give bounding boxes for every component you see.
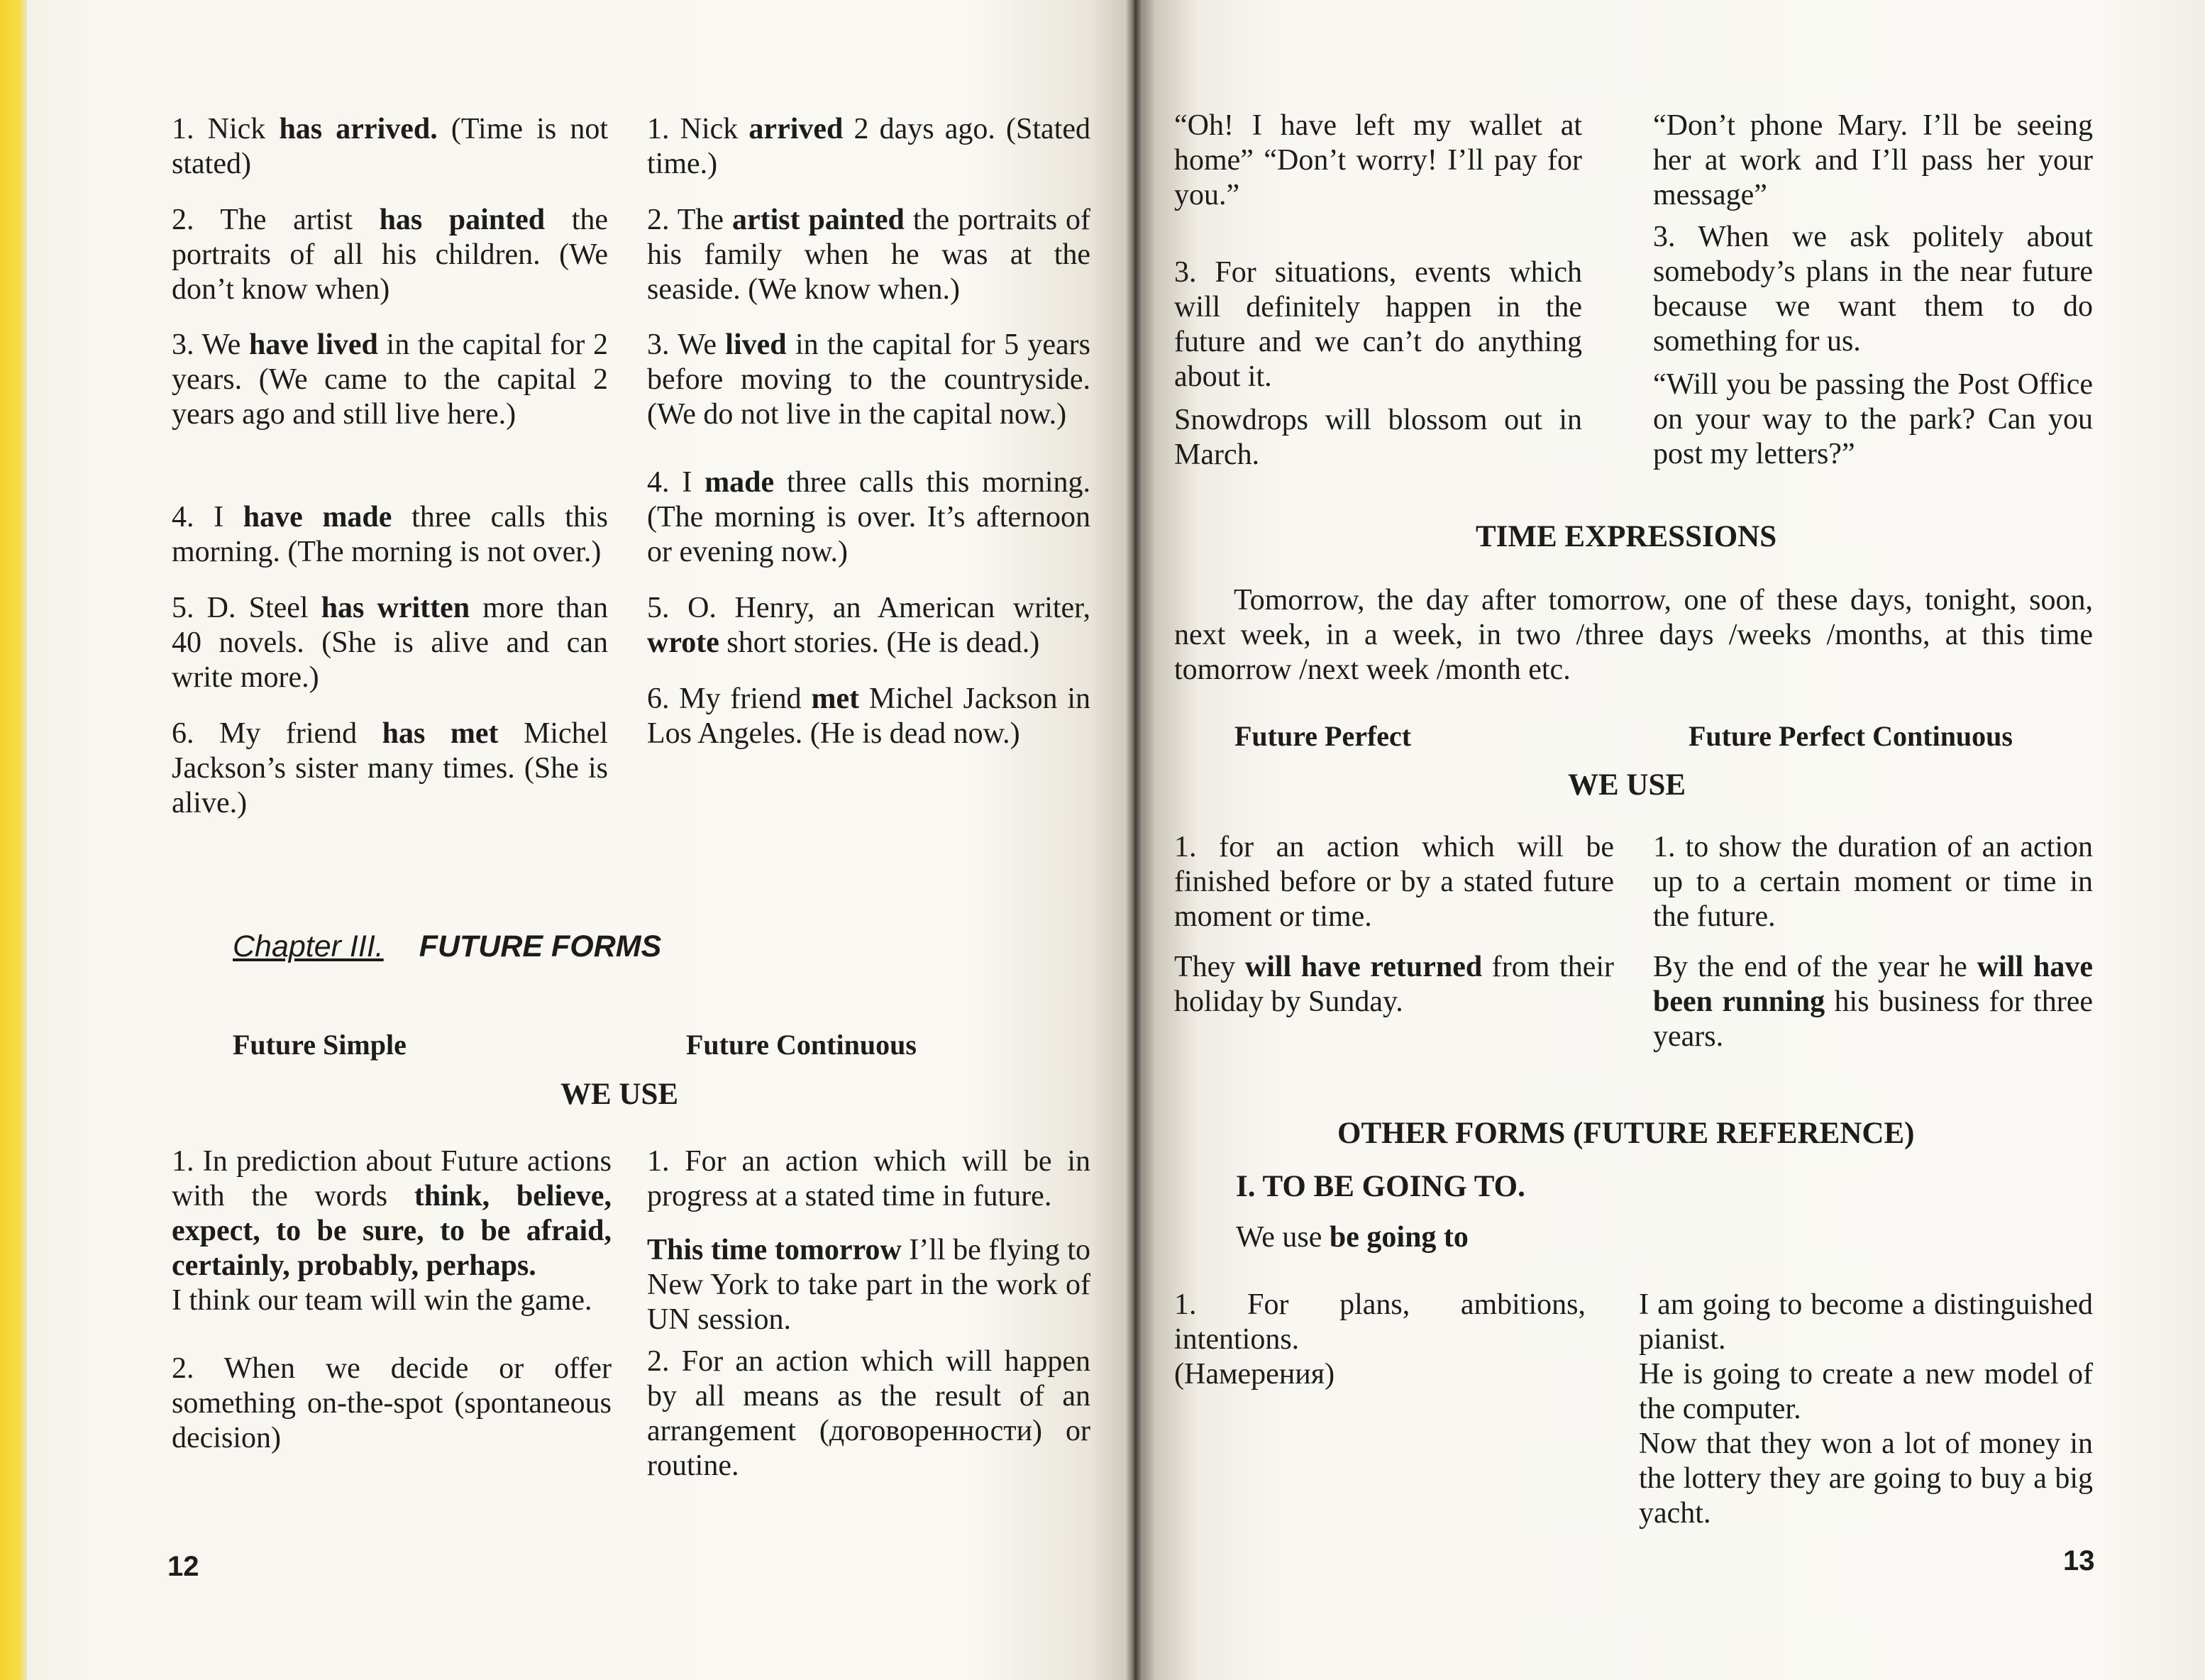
- ps-example-3: 3. We lived in the capital for 5 years before moving to the countryside. (We do not live in the capital now.): [647, 328, 1091, 431]
- page-number-left: 12: [167, 1551, 199, 1582]
- past-simple-column: [647, 112, 1090, 751]
- gt-translation: (Намерения): [1174, 1358, 1335, 1391]
- chapter-heading: [233, 929, 661, 964]
- fc-example-1: This time tomorrow I’ll be flying to New York to take part in the work of UN session.: [647, 1234, 1090, 1336]
- spontaneous-example: “Oh! I have left my wallet at home” “Don’t worry! I’ll pay for you.”: [1174, 109, 1582, 211]
- gt-example-3: Now that they won a lot of money in the lottery they are going to buy a big yacht.: [1639, 1427, 2093, 1530]
- we-use-going-to: We use be going to: [1236, 1221, 1469, 1254]
- page-number-right: 13: [2063, 1545, 2095, 1576]
- pp-example-6: 6. My friend has met Michel Jackson’s sister many times. (She is alive.): [172, 717, 608, 819]
- pp-example-2: 2. The artist has painted the portraits of all his children. (We don’t know when): [172, 204, 608, 306]
- we-use-heading-left: WE USE: [560, 1078, 679, 1111]
- fs-example-1: I think our team will win the game.: [172, 1284, 592, 1317]
- going-to-right-column: [1639, 1288, 2093, 1531]
- time-expressions-list: Tomorrow, the day after tomorrow, one of these days, tonight, soon, next week, in a week, in two /three days /weeks /months, at this time tomorrow /next week /month etc.: [1174, 584, 2093, 686]
- future-perfect-column: [1174, 830, 1614, 1019]
- gt-example-2: He is going to create a new model of the computer.: [1639, 1358, 2093, 1425]
- ps-example-2: 2. The artist painted the portraits of his family when he was at the seaside. (We know when.): [647, 204, 1090, 306]
- fs-use-2: 2. When we decide or offer something on-the-spot (spontaneous decision): [172, 1352, 612, 1454]
- gt-example-1: I am going to become a distinguished pianist.: [1639, 1288, 2093, 1356]
- gt-use-1: 1. For plans, ambitions, intentions.: [1174, 1288, 1586, 1356]
- fc-use-1: 1. For an action which will be in progress at a stated time in future.: [647, 1145, 1090, 1212]
- fc-use-2: 2. For an action which will happen by all means as the result of an arrangement (договоренности) or routine.: [647, 1345, 1090, 1482]
- fpc-use-1: 1. to show the duration of an action up to a certain moment or time in the future.: [1653, 831, 2093, 933]
- fs-use-3: 3. For situations, events which will definitely happen in the future and we can’t do anything about it.: [1174, 256, 1582, 393]
- book-spine: [1124, 0, 1143, 1680]
- chapter-label: Chapter III.: [233, 929, 384, 963]
- pp-example-3: 3. We have lived in the capital for 2 years. (We came to the capital 2 years ago and still live here.): [172, 328, 608, 431]
- pp-example-5: 5. D. Steel has written more than 40 novels. (She is alive and can write more.): [172, 592, 608, 694]
- future-simple-column: [172, 1144, 612, 1456]
- fpc-example-1: By the end of the year he will have been running his business for three years.: [1653, 951, 2093, 1053]
- going-to-heading: I. TO BE GOING TO.: [1236, 1170, 1525, 1203]
- right-column-2-top: [1653, 109, 2093, 472]
- fp-example-1: They will have returned from their holiday by Sunday.: [1174, 951, 1614, 1018]
- future-simple-label: Future Simple: [233, 1029, 407, 1061]
- time-expressions-text: [1174, 583, 2093, 687]
- fc-example-2: “Don’t phone Mary. I’ll be seeing her at work and I’ll pass her your message”: [1653, 109, 2093, 211]
- ps-example-5: 5. O. Henry, an American writer, wrote short stories. (He is dead.): [647, 592, 1090, 659]
- other-forms-heading: OTHER FORMS (FUTURE REFERENCE): [1337, 1117, 1915, 1150]
- time-expressions-heading: TIME EXPRESSIONS: [1476, 520, 1777, 553]
- chapter-title: FUTURE FORMS: [419, 929, 662, 963]
- pp-example-1: 1. Nick has arrived. (Time is not stated): [172, 113, 609, 180]
- fs-example-3: Snowdrops will blossom out in March.: [1174, 404, 1582, 471]
- we-use-heading-right: WE USE: [1568, 768, 1686, 802]
- ps-example-1: 1. Nick arrived 2 days ago. (Stated time.): [647, 113, 1090, 180]
- future-continuous-label: Future Continuous: [686, 1029, 917, 1061]
- right-column-1-top: [1174, 109, 1582, 472]
- pp-example-4: 4. I have made three calls this morning. (The morning is not over.): [172, 501, 608, 568]
- fp-use-1: 1. for an action which will be finished before or by a stated future moment or time.: [1174, 831, 1614, 933]
- book-edge: [0, 0, 27, 1680]
- fc-example-3: “Will you be passing the Post Office on your way to the park? Can you post my letters?”: [1653, 368, 2093, 470]
- ps-example-6: 6. My friend met Michel Jackson in Los Angeles. (He is dead now.): [647, 682, 1090, 750]
- going-to-left-column: [1174, 1288, 1586, 1392]
- present-perfect-column: [172, 112, 608, 821]
- fs-use-1: 1. In prediction about Future actions with the words think, believe, expect, to be sure, to be afraid, certainly, probably, perhaps.: [172, 1145, 612, 1282]
- fc-use-3: 3. When we ask politely about somebody’s plans in the near future because we want them to do something for us.: [1653, 221, 2093, 358]
- future-perfect-continuous-label: Future Perfect Continuous: [1689, 720, 2013, 752]
- future-perfect-continuous-column: [1653, 830, 2093, 1054]
- future-continuous-column: [647, 1144, 1090, 1483]
- ps-example-4: 4. I made three calls this morning. (The morning is over. It’s afternoon or evening now.): [647, 466, 1090, 568]
- future-perfect-label: Future Perfect: [1234, 720, 1412, 752]
